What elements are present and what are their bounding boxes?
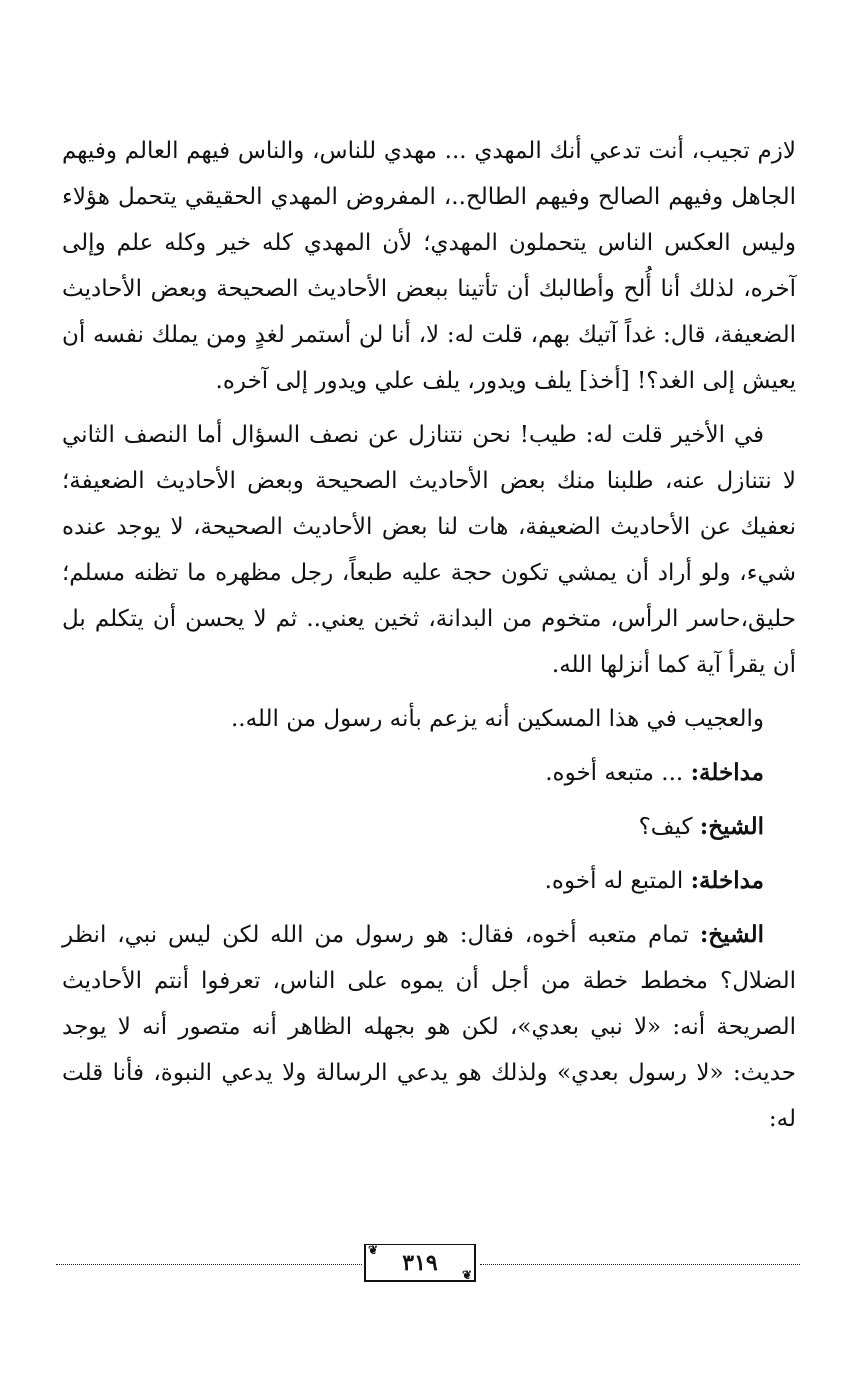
ornament-icon: ❦ <box>368 1243 379 1257</box>
page-number: ٣١٩ <box>402 1249 438 1276</box>
speaker-label: الشيخ: <box>699 813 764 840</box>
dialogue-text: تمام متعبه أخوه، فقال: هو رسول من الله لكن ليس نبي، انظر الضلال؟ مخطط خطة من أجل أن يموه على الناس، تعرفوا أنتم الأحاديث الصريحة أنه: «لا نبي بعدي»، لكن هو بجهله الظاهر أنه متصور أنه لا يوجد حديث: «لا رسول بعدي» ولذلك هو يدعي الرسالة ولا يدعي النبوة، فأنا قلت له: <box>62 922 796 1132</box>
ornament-icon: ❦ <box>461 1268 472 1282</box>
footer-divider-left <box>56 1264 362 1265</box>
page-body <box>62 128 796 1142</box>
paragraph-2: في الأخير قلت له: طيب! نحن نتنازل عن نصف السؤال أما النصف الثاني لا نتنازل عنه، طلبنا منك بعض الأحاديث الصحيحة وبعض الأحاديث الضعيفة؛ نعفيك عن الأحاديث الضعيفة، هات لنا بعض الأحاديث الصحيحة، لا يوجد عنده شيء، ولو أراد أن يمشي تكون حجة عليه طبعاً، رجل مظهره ما تظنه مسلم؛ حليق،حاسر الرأس، متخوم من البدانة، ثخين يعني.. ثم لا يحسن أن يتكلم بل أن يقرأ آية كما أنزلها الله. <box>62 422 796 678</box>
page-number-box <box>364 1244 476 1282</box>
dialogue-line-3 <box>62 858 796 904</box>
dialogue-text: المتبع له أخوه. <box>544 868 684 894</box>
dialogue-line-4 <box>62 912 796 1142</box>
dialogue-text: كيف؟ <box>638 814 693 840</box>
speaker-label: مداخلة: <box>690 867 764 894</box>
page-footer <box>56 1238 800 1288</box>
dialogue-text: ... متبعه أخوه. <box>545 760 684 786</box>
speaker-label: الشيخ: <box>699 921 765 948</box>
speaker-label: مداخلة: <box>690 759 764 786</box>
paragraph-3: والعجيب في هذا المسكين أنه يزعم بأنه رسول من الله.. <box>230 706 764 732</box>
footer-divider-right <box>480 1264 800 1265</box>
dialogue-line-1 <box>62 750 796 796</box>
paragraph-1: لازم تجيب، أنت تدعي أنك المهدي ... مهدي للناس، والناس فيهم العالم وفيهم الجاهل وفيهم الصالح وفيهم الطالح..، المفروض المهدي الحقيقي يتحمل هؤلاء وليس العكس الناس يتحملون المهدي؛ لأن المهدي كله خير وكله علم وإلى آخره، لذلك أنا أُلح وأطالبك أن تأتينا ببعض الأحاديث الصحيحة وبعض الأحاديث الضعيفة، قال: غداً آتيك بهم، قلت له: لا، أنا لن أستمر لغدٍ ومن يملك نفسه أن يعيش إلى الغد؟! [أخذ] يلف ويدور، يلف علي ويدور إلى آخره. <box>62 138 796 394</box>
dialogue-line-2 <box>62 804 796 850</box>
